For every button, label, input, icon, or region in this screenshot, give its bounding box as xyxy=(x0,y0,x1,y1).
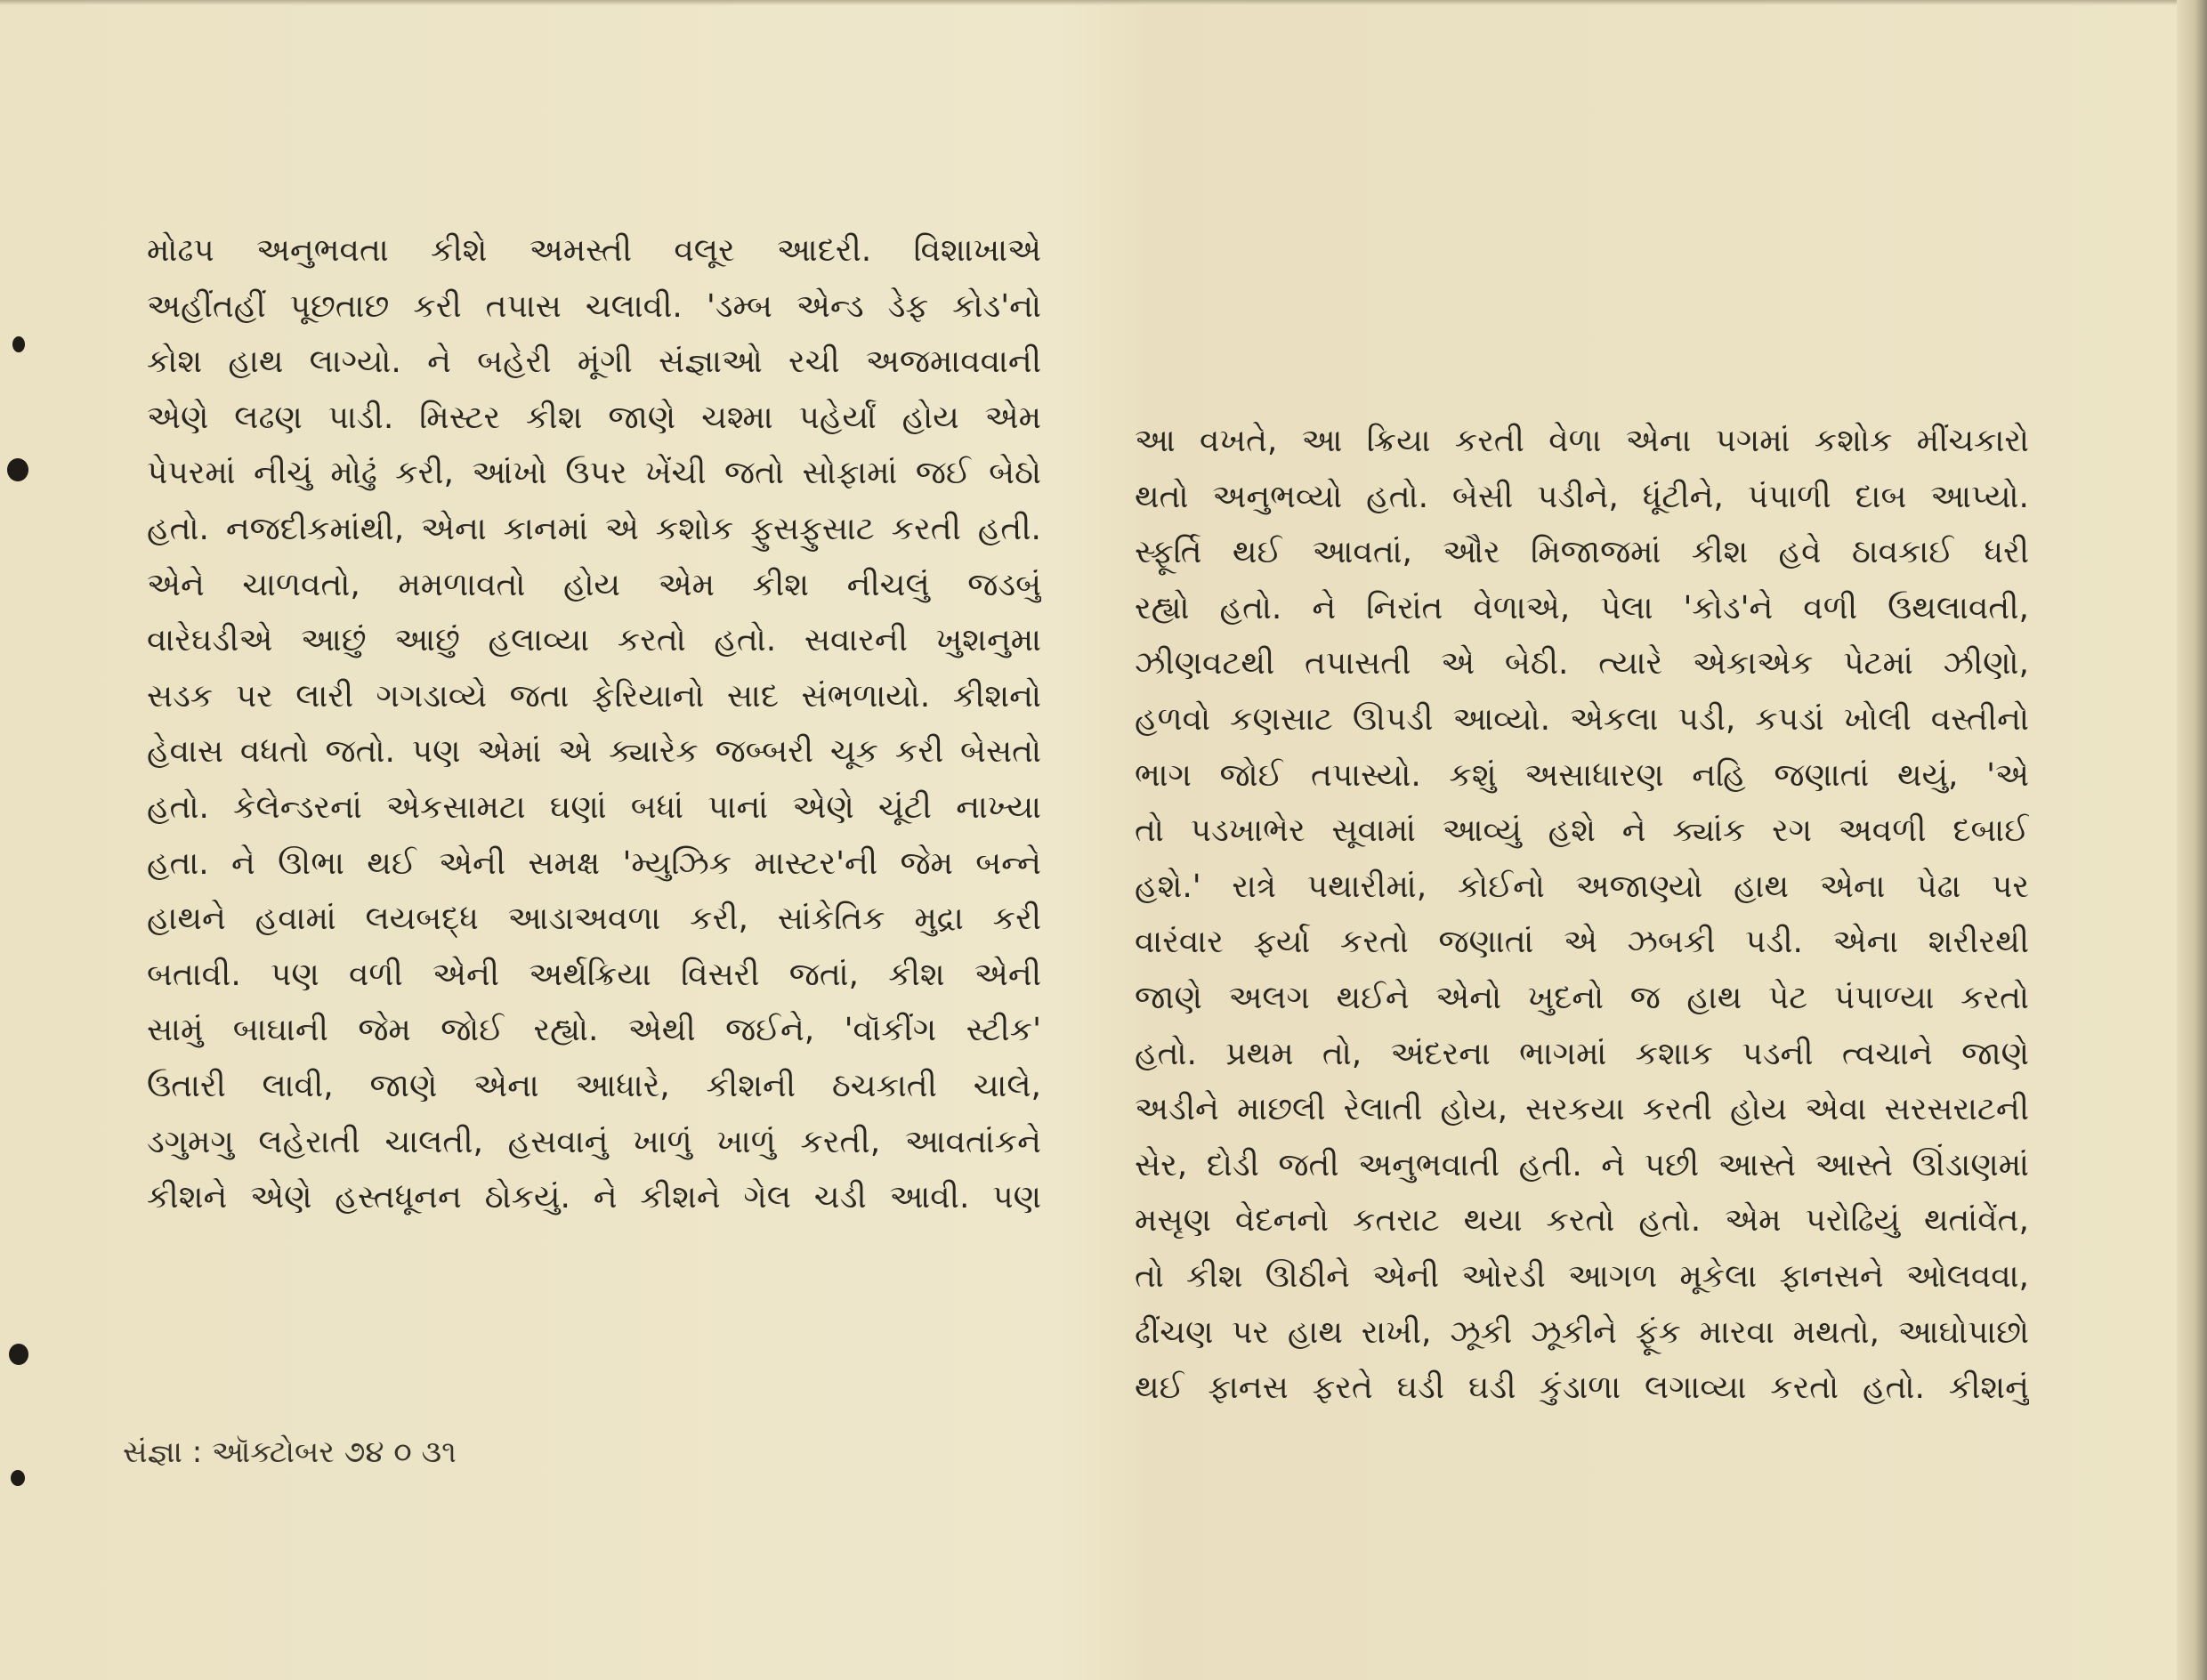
text-line: હેવાસ વધતો જતો. પણ એમાં એ ક્યારેક જબ્બરી ચૂક કરી બેસતો xyxy=(147,733,1041,771)
top-page-edge xyxy=(0,0,2207,5)
text-line: વારેઘડીએ આછું આછું હલાવ્યા કરતો હતો. સવારની ખુશનુમા xyxy=(147,622,1041,659)
text-line: રહ્યો હતો. ને નિરાંત વેળાએ, પેલા 'કોડ'ને વળી ઉથલાવતી, xyxy=(1135,589,2029,626)
text-line: ડગુમગુ લહેરાતી ચાલતી, હસવાનું ખાળું ખાળું કરતી, આવતાંકને xyxy=(147,1123,1041,1160)
text-line: આ વખતે, આ ક્રિયા કરતી વેળા એના પગમાં કશોક મીંચકારો xyxy=(1135,423,2029,459)
text-line: સામું બાઘાની જેમ જોઈ રહ્યો. એથી જઈને, 'વૉકીંગ સ્ટીક' xyxy=(147,1012,1041,1049)
text-line: થતો અનુભવ્યો હતો. બેસી પડીને, ધૂંટીને, પંપાળી દાબ આપ્યો. xyxy=(1135,478,2029,515)
text-line: થઈ ફાનસ ફરતે ઘડી ઘડી કુંડાળા લગાવ્યા કરતો હતો. કીશનું xyxy=(1135,1369,2029,1407)
text-line: જાણે અલગ થઈને એનો ખુદનો જ હાથ પેટ પંપાળ્યા કરતો xyxy=(1135,979,2029,1016)
text-line: એને ચાળવતો, મમળાવતો હોય એમ કીશ નીચલું જડબું xyxy=(147,566,1041,603)
binding-hole xyxy=(9,1344,28,1365)
text-line: બતાવી. પણ વળી એની અર્થક્રિયા વિસરી જતાં, કીશ એની xyxy=(147,956,1041,993)
text-line: અડીને માછલી રેલાતી હોય, સરકયા કરતી હોય એવા સરસરાટની xyxy=(1135,1091,2029,1128)
text-line: ઝીણવટથી તપાસતી એ બેઠી. ત્યારે એકાએક પેટમાં ઝીણો, xyxy=(1135,645,2029,682)
text-line: હતો. કેલેન્ડરનાં એકસામટા ઘણાં બધાં પાનાં એણે ચૂંટી નાખ્યા xyxy=(147,788,1041,826)
text-line: હાથને હવામાં લયબદ્ધ આડાઅવળા કરી, સાંકેતિક મુદ્રા કરી xyxy=(147,901,1041,938)
text-line: ભાગ જોઈ તપાસ્યો. કશું અસાધારણ નહિ જણાતાં થયું, 'એ xyxy=(1135,756,2029,794)
text-line: એણે લઢણ પાડી. મિસ્ટર કીશ જાણે ચશ્મા પહેર્યાં હોય એમ xyxy=(147,399,1041,436)
binding-hole xyxy=(7,458,28,481)
right-page-text xyxy=(1135,414,2029,1417)
binding-hole xyxy=(11,1470,25,1486)
text-line: હતા. ને ઊભા થઈ એની સમક્ષ 'મ્યુઝિક માસ્ટર'ની જેમ બન્ને xyxy=(147,844,1041,882)
text-line: હતો. પ્રથમ તો, અંદરના ભાગમાં કશાક પડની ત્વચાને જાણે xyxy=(1135,1035,2029,1072)
text-line: પેપરમાં નીચું મોઢું કરી, આંખો ઉપર ખેંચી જતો સોફામાં જઈ બેઠો xyxy=(147,455,1041,492)
left-page-text xyxy=(147,223,1041,1226)
binding-hole xyxy=(12,336,25,352)
text-line: ઢીંચણ પર હાથ રાખી, ઝૂકી ઝૂકીને ફૂંક મારવા મથતો, આઘોપાછો xyxy=(1135,1313,2029,1351)
text-line: મસૃણ વેદનનો કતરાટ થયા કરતો હતો. એમ પરોઢિયું થતાંવેંત, xyxy=(1135,1202,2029,1240)
text-line: વારંવાર ફર્યા કરતો જણાતાં એ ઝબકી પડી. એના શરીરથી xyxy=(1135,924,2029,961)
text-line: અહીંતહીં પૂછતાછ કરી તપાસ ચલાવી. 'ડમ્બ એન્ડ ડેફ કોડ'નો xyxy=(147,287,1041,325)
text-line: તો કીશ ઊઠીને એની ઓરડી આગળ મૂકેલા ફાનસને ઓલવવા, xyxy=(1135,1257,2029,1295)
text-line: સ્ફૂર્તિ થઈ આવતાં, ઔર મિજાજમાં કીશ હવે ઠાવકાઈ ધરી xyxy=(1135,534,2029,571)
text-line: ઉતારી લાવી, જાણે એના આધારે, કીશની ઠચકાતી ચાલે, xyxy=(147,1067,1041,1104)
text-line: કોશ હાથ લાગ્યો. ને બહેરી મૂંગી સંજ્ઞાઓ રચી અજમાવવાની xyxy=(147,343,1041,381)
text-line: હતો. નજદીકમાંથી, એના કાનમાં એ કશોક ફુસફુસાટ કરતી હતી. xyxy=(147,510,1041,547)
page-footer: સંજ્ઞા : ઑક્ટોબર ૭૪ ૦ ૩૧ xyxy=(123,1434,457,1470)
text-line: સેર, દોડી જતી અનુભવાતી હતી. ને પછી આસ્તે આસ્તે ઊંડાણમાં xyxy=(1135,1146,2029,1183)
text-line: તો પડખાભેર સૂવામાં આવ્યું હશે ને ક્યાંક રગ અવળી દબાઈ xyxy=(1135,812,2029,850)
text-line: કીશને એણે હસ્તધૂનન ઠોકયું. ને કીશને ગેલ ચડી આવી. પણ xyxy=(147,1179,1041,1216)
text-line: હળવો કણસાટ ઊપડી આવ્યો. એકલા પડી, કપડાં ખોલી વસ્તીનો xyxy=(1135,700,2029,738)
text-line: હશે.' રાત્રે પથારીમાં, કોઈનો અજાણ્યો હાથ એના પેઢા પર xyxy=(1135,868,2029,905)
right-page-edge xyxy=(2177,0,2207,1680)
text-line: મોઢપ અનુભવતા કીશે અમસ્તી વલૂર આદરી. વિશાખાએ xyxy=(147,232,1041,269)
text-line: સડક પર લારી ગગડાવ્યે જતા ફેરિયાનો સાદ સંભળાયો. કીશનો xyxy=(147,677,1041,715)
